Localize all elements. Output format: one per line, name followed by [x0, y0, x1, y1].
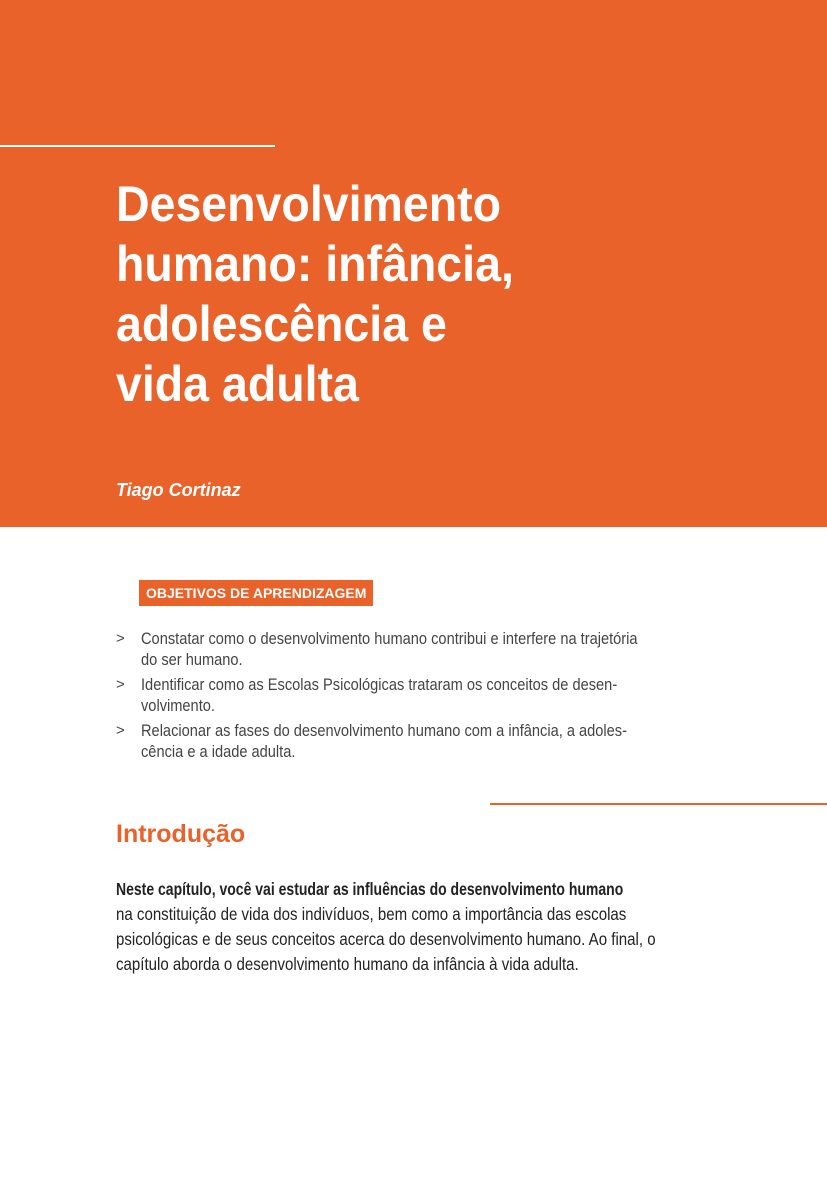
objective-item [116, 674, 696, 716]
chapter-header [0, 0, 827, 527]
objective-item [116, 628, 696, 670]
objective-item [116, 720, 696, 762]
title-line: adolescência e [116, 296, 447, 352]
section-divider [490, 803, 827, 805]
introduction-paragraph [116, 877, 750, 977]
bullet-arrow-icon: > [116, 722, 125, 739]
chapter-title [116, 174, 544, 414]
bullet-arrow-icon: > [116, 676, 125, 693]
paragraph-line: capítulo aborda o desenvolvimento humano da infância à vida adulta. [116, 954, 579, 974]
title-line: humano: infância, [116, 236, 514, 292]
paragraph-line: Neste capítulo, você vai estudar as influências do desenvolvimento humano [116, 879, 624, 899]
author-name: Tiago Cortinaz [116, 480, 241, 500]
paragraph-line: psicológicas e de seus conceitos acerca do desenvolvimento humano. Ao final, o [116, 929, 656, 949]
title-line: vida adulta [116, 356, 359, 412]
objectives-list [116, 628, 696, 766]
introduction-heading: Introdução [116, 820, 246, 848]
objective-text: cência e a idade adulta. [141, 742, 296, 761]
objectives-badge: OBJETIVOS DE APRENDIZAGEM [139, 580, 373, 606]
objective-text: Constatar como o desenvolvimento humano contribui e interfere na trajetória [141, 629, 638, 648]
objective-text: volvimento. [141, 696, 215, 715]
objective-text: Identificar como as Escolas Psicológicas trataram os conceitos de desen- [141, 675, 618, 694]
bullet-arrow-icon: > [116, 630, 125, 647]
title-line: Desenvolvimento [116, 176, 502, 232]
objective-text: Relacionar as fases do desenvolvimento humano com a infância, a adoles- [141, 721, 627, 740]
objective-text: do ser humano. [141, 650, 243, 669]
paragraph-line: na constituição de vida dos indivíduos, bem como a importância das escolas [116, 904, 627, 924]
header-divider [0, 145, 275, 147]
